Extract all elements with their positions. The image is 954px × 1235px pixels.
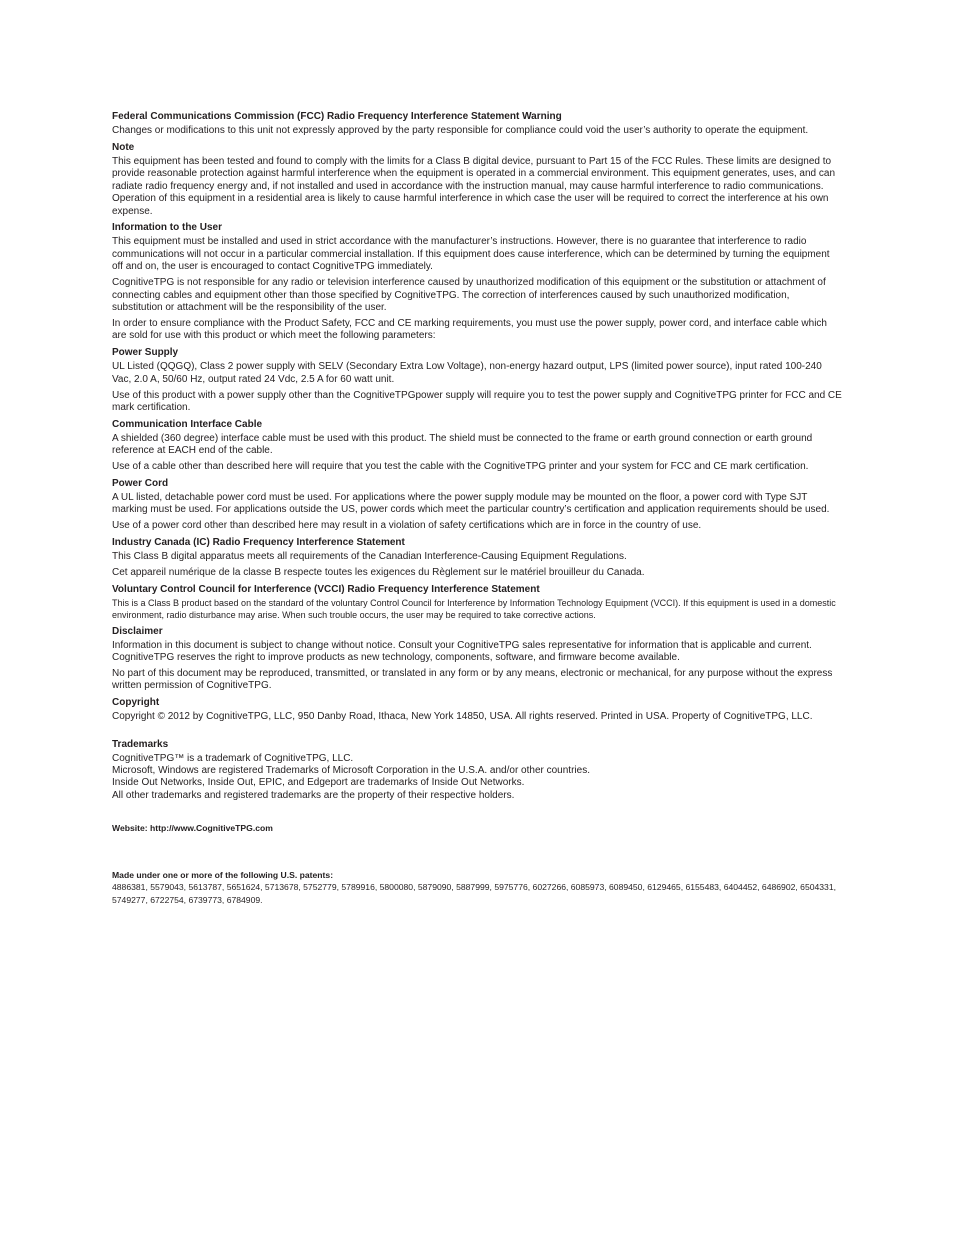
power-cord-heading: Power Cord [112, 478, 169, 490]
vcci-paragraph: This is a Class B product based on the standard of the voluntary Control Council for Interference by Information Technology Equipment (VCCI). If this equipment is used in a domestic environment, radio disturbance may arise. When such trouble occurs, the user may be required to take corrective actions. [112, 598, 836, 620]
power-cord-paragraph-2: Use of a power cord other than described here may result in a violation of safety certifications which are in force in the country of use. [112, 520, 702, 532]
ic-paragraph-1: This Class B digital apparatus meets all requirements of the Canadian Interference-Causing Equipment Regulations. [112, 551, 627, 563]
disclaimer-heading: Disclaimer [112, 625, 163, 637]
copyright-heading: Copyright [112, 697, 160, 709]
info-paragraph-2: CognitiveTPG is not responsible for any radio or television interference caused by unauthorized modification of this equipment or the substitution or attachment of connecting cables and equipment other than those specified by CognitiveTPG. The correction of interferences caused by such unauthorized modification, substitution or attachment will be the responsibility of the user. [112, 277, 826, 313]
regulatory-page [112, 110, 842, 906]
power-supply-paragraph-2: Use of this product with a power supply other than the CognitiveTPGpower supply will require you to test the power supply and CognitiveTPG printer for FCC and CE mark certification. [112, 389, 842, 413]
trademarks-list [112, 753, 842, 803]
trademark-line: CognitiveTPG™ is a trademark of CognitiveTPG, LLC. [112, 752, 354, 764]
cable-paragraph-1: A shielded (360 degree) interface cable must be used with this product. The shield must be connected to the frame or earth ground connection or earth ground reference at EACH end of the cable. [112, 432, 813, 457]
vcci-heading: Voluntary Control Council for Interference (VCCI) Radio Frequency Interference Statement [112, 584, 540, 596]
fcc-heading: Federal Communications Commission (FCC) Radio Frequency Interference Statement Warning [112, 111, 562, 122]
power-supply-paragraph-1: UL Listed (QQGQ), Class 2 power supply with SELV (Secondary Extra Low Voltage), non-energy hazard output, LPS (limited power source), input rated 100-240 Vac, 2.0 A, 50/60 Hz, output rated 24 Vdc, 2.5 A for 60 watt unit. [112, 361, 822, 385]
note-heading: Note [112, 141, 135, 153]
info-heading: Information to the User [112, 222, 223, 234]
trademark-line: All other trademarks and registered trademarks are the property of their respective holders. [112, 789, 515, 801]
ic-paragraph-2: Cet appareil numérique de la classe B respecte toutes les exigences du Règlement sur le matériel brouilleur du Canada. [112, 567, 645, 579]
cable-heading: Communication Interface Cable [112, 418, 263, 430]
info-paragraph-3: In order to ensure compliance with the Product Safety, FCC and CE marking requirements, you must use the power supply, power cord, and interface cable which are sold for use with this product or which meet the following parameters: [112, 317, 827, 342]
ic-heading: Industry Canada (IC) Radio Frequency Interference Statement [112, 537, 405, 549]
patents-heading: Made under one or more of the following U.S. patents: [112, 870, 334, 881]
trademark-line: Microsoft, Windows are registered Trademarks of Microsoft Corporation in the U.S.A. and/or other countries. [112, 765, 590, 776]
trademarks-heading: Trademarks [112, 738, 169, 750]
power-cord-paragraph-1: A UL listed, detachable power cord must be used. For applications where the power supply module may be mounted on the floor, a power cord with Type SJT marking must be used. For applications outside the US, power cords which meet the particular country’s certification and application requirements should be used. [112, 492, 830, 516]
note-paragraph: This equipment has been tested and found to comply with the limits for a Class B digital device, pursuant to Part 15 of the FCC Rules. These limits are designed to provide reasonable protection against harmful interference when the equipment is operated in a commercial environment. This equipment generates, uses, and can radiate radio frequency energy and, if not installed and used in accordance with the instruction manual, may cause harmful interference to radio communications. Operation of this equipment in a residential area is likely to cause harmful interference in which case the user will be required to correct the interference at his own expense. [112, 155, 836, 217]
info-paragraph-1: This equipment must be installed and used in strict accordance with the manufacturer’s instructions. However, there is no guarantee that interference to radio communications will not occur in a particular commercial installation. If this equipment does cause interference, which can be determined by turning the equipment off and on, the user is encouraged to contact CognitiveTPG immediately. [112, 236, 830, 273]
disclaimer-paragraph-1: Information in this document is subject to change without notice. Consult your CognitiveTPG sales representative for information that is applicable and current. CognitiveTPG reserves the right to improve products as new technology, components, software, and firmware become available. [112, 639, 812, 663]
disclaimer-paragraph-2: No part of this document may be reproduced, transmitted, or translated in any form or by any means, electronic or mechanical, for any purpose without the express written permission of CognitiveTPG. [112, 667, 833, 692]
cable-paragraph-2: Use of a cable other than described here will require that you test the cable with the CognitiveTPG printer and your system for FCC and CE mark certification. [112, 461, 809, 473]
fcc-paragraph: Changes or modifications to this unit not expressly approved by the party responsible for compliance could void the user’s authority to operate the equipment. [112, 125, 809, 136]
patents-list: 4886381, 5579043, 5613787, 5651624, 5713678, 5752779, 5789916, 5800080, 5879090, 5887999, 5975776, 6027266, 6085973, 6089450, 6129465, 6155483, 6404452, 6486902, 6504331, 5749277, 6722754, 6739773, 6784909. [112, 882, 837, 905]
trademark-line: Inside Out Networks, Inside Out, EPIC, and Edgeport are trademarks of Inside Out Networks. [112, 777, 525, 789]
copyright-paragraph: Copyright © 2012 by CognitiveTPG, LLC, 950 Danby Road, Ithaca, New York 14850, USA. All rights reserved. Printed in USA. Property of CognitiveTPG, LLC. [112, 711, 813, 723]
power-supply-heading: Power Supply [112, 347, 179, 359]
website-link[interactable]: Website: http://www.CognitiveTPG.com [112, 823, 273, 834]
